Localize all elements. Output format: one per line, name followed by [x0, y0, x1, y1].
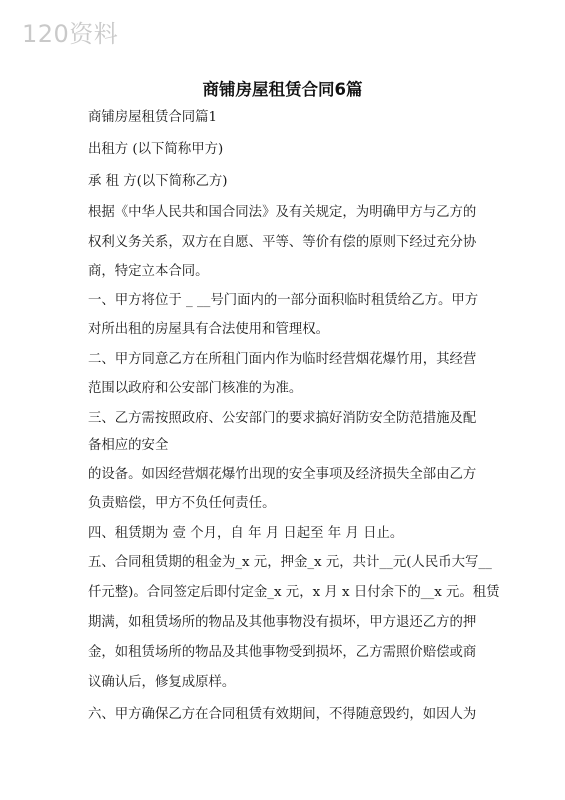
section-heading: 商铺房屋租赁合同篇1: [88, 110, 218, 125]
paragraph-line: 承 租 方(以下简称乙方): [88, 174, 228, 189]
paragraph-line: 负责赔偿，甲方不负任何责任。: [88, 496, 276, 511]
paragraph-line: 仟元整)。合同签定后即付定金_x 元，x 月 x 日付余下的__x 元。租赁: [88, 585, 500, 600]
paragraph-line: 商，特定立本合同。: [88, 264, 209, 279]
document-title: 商铺房屋租赁合同6篇: [202, 80, 363, 99]
paragraph-line: 权利义务关系，双方在自愿、平等、等价有偿的原则下经过充分协: [88, 235, 477, 250]
paragraph-line: 对所出租的房屋具有合法使用和管理权。: [88, 322, 330, 337]
paragraph-line: 备相应的安全: [88, 438, 169, 453]
paragraph-line: 一、甲方将位于 _ __号门面内的一部分面积临时租赁给乙方。甲方: [88, 293, 479, 308]
paragraph-line: 四、租赁期为 壹 个月，自 年 月 日起至 年 月 日止。: [88, 526, 404, 541]
paragraph-line: 的设备。如因经营烟花爆竹出现的安全事项及经济损失全部由乙方: [88, 467, 477, 482]
paragraph-line: 出租方 (以下简称甲方): [88, 142, 224, 157]
watermark: 120资料: [22, 20, 119, 48]
paragraph-line: 三、乙方需按照政府、公安部门的要求搞好消防安全防范措施及配: [88, 411, 477, 426]
paragraph-line: 范围以政府和公安部门核准的为准。: [88, 381, 303, 396]
paragraph-line: 六、甲方确保乙方在合同租赁有效期间，不得随意毁约，如因人为: [88, 707, 477, 722]
paragraph-line: 根据《中华人民共和国合同法》及有关规定，为明确甲方与乙方的: [88, 205, 477, 220]
paragraph-line: 期满，如租赁场所的物品及其他事物没有损坏，甲方退还乙方的押: [88, 615, 477, 630]
paragraph-line: 议确认后，修复成原样。: [88, 675, 236, 690]
paragraph-line: 五、合同租赁期的租金为_x 元，押金_x 元，共计__元(人民币大写__: [88, 555, 492, 570]
paragraph-line: 二、甲方同意乙方在所租门面内作为临时经营烟花爆竹用，其经营: [88, 352, 477, 367]
paragraph-line: 金，如租赁场所的物品及其他事物受到损坏，乙方需照价赔偿或商: [88, 645, 477, 660]
